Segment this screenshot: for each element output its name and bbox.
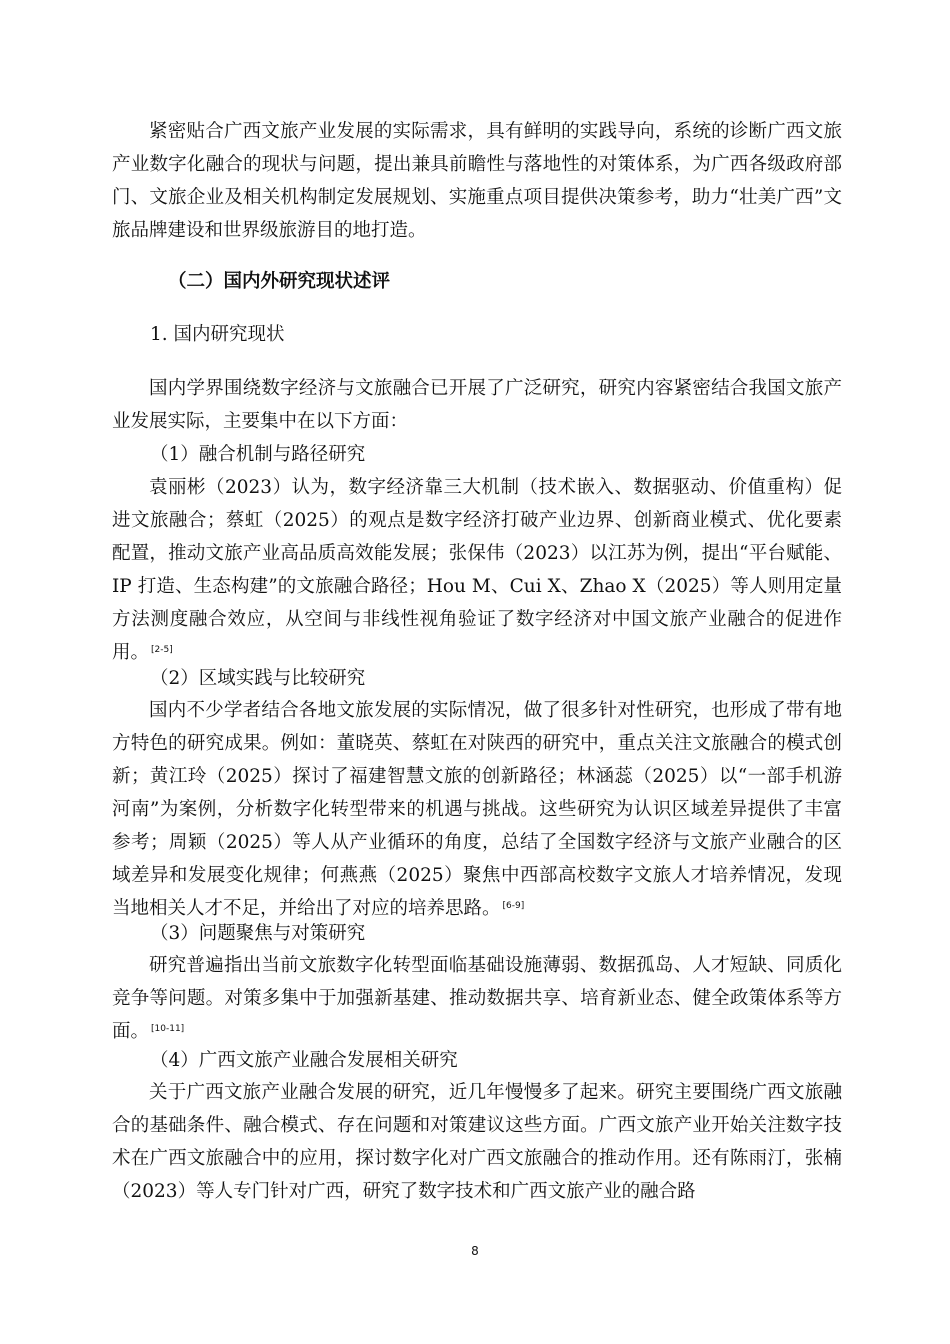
citation-ref: [6-9] <box>502 901 525 911</box>
item1-paragraph <box>112 471 842 669</box>
subsection-heading: 1. 国内研究现状 <box>150 324 285 345</box>
item1-title: （1）融合机制与路径研究 <box>150 444 366 465</box>
page-number: 8 <box>471 1244 479 1258</box>
item1-text: 袁丽彬（2023）认为，数字经济靠三大机制（技术嵌入、数据驱动、价值重构）促进文旅融合；蔡虹（2025）的观点是数字经济打破产业边界、创新商业模式、优化要素配置，推动文旅产业高品质高效能发展；张保伟（2023）以江苏为例，提出“平台赋能、IP 打造、生态构建”的文旅融合路径；Hou M、Cui X、Zhao X（2025）等人则用定量方法测度融合效应，从空间与非线性视角验证了数字经济对中国文旅产业融合的促进作用。 <box>112 477 842 663</box>
paragraph-domestic: 国内学界围绕数字经济与文旅融合已开展了广泛研究，研究内容紧密结合我国文旅产业发展实际，主要集中在以下方面： <box>112 378 842 432</box>
item3-title: （3）问题聚焦与对策研究 <box>150 923 366 944</box>
item3-paragraph <box>112 949 842 1048</box>
item2-text: 国内不少学者结合各地文旅发展的实际情况，做了很多针对性研究，也形成了带有地方特色的研究成果。例如：董晓英、蔡虹在对陕西的研究中，重点关注文旅融合的模式创新；黄江玲（2025）探讨了福建智慧文旅的创新路径；林涵蕊（2025）以“一部手机游河南”为案例，分析数字化转型带来的机遇与挑战。这些研究为认识区域差异提供了丰富参考；周颖（2025）等人从产业循环的角度，总结了全国数字经济与文旅产业融合的区域差异和发展变化规律；何燕燕（2025）聚焦中西部高校数字文旅人才培养情况，发现当地相关人才不足，并给出了对应的培养思路。 <box>112 700 842 919</box>
item2-paragraph <box>112 694 842 925</box>
section-heading: （二）国内外研究现状述评 <box>168 271 391 292</box>
citation-ref: [10-11] <box>151 1024 185 1034</box>
item4-paragraph: 关于广西文旅产业融合发展的研究，近几年慢慢多了起来。研究主要围绕广西文旅融合的基础条件、融合模式、存在问题和对策建议这些方面。广西文旅产业开始关注数字技术在广西文旅融合中的应用，探讨数字化对广西文旅融合的推动作用。还有陈雨汀，张楠（2023）等人专门针对广西，研究了数字技术和广西文旅产业的融合路 <box>112 1082 842 1202</box>
citation-ref: [2-5] <box>151 645 173 655</box>
item2-title: （2）区域实践与比较研究 <box>150 668 366 689</box>
item3-text: 研究普遍指出当前文旅数字化转型面临基础设施薄弱、数据孤岛、人才短缺、同质化竞争等问题。对策多集中于加强新基建、推动数据共享、培育新业态、健全政策体系等方面。 <box>112 955 842 1042</box>
paragraph-intro: 紧密贴合广西文旅产业发展的实际需求，具有鲜明的实践导向，系统的诊断广西文旅产业数字化融合的现状与问题，提出兼具前瞻性与落地性的对策体系，为广西各级政府部门、文旅企业及相关机构制定发展规划、实施重点项目提供决策参考，助力“壮美广西”文旅品牌建设和世界级旅游目的地打造。 <box>112 121 842 241</box>
item4-title: （4）广西文旅产业融合发展相关研究 <box>150 1050 458 1071</box>
